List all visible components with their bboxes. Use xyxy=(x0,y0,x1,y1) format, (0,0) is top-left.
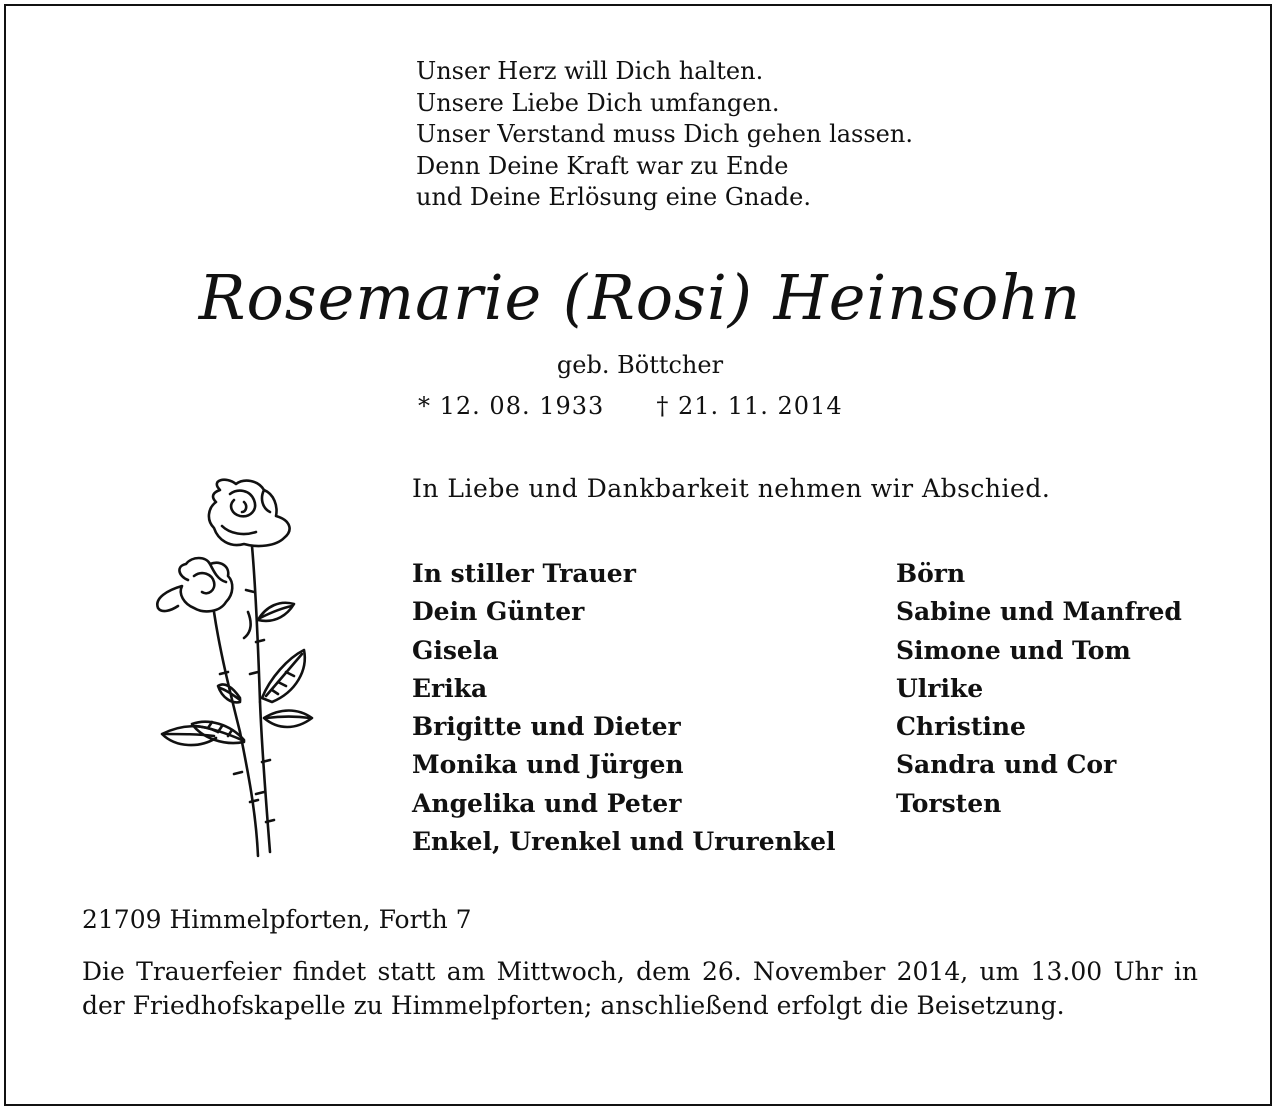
mourner-entry: Simone und Tom xyxy=(896,635,1131,665)
mourner-entry: Dein Günter xyxy=(412,597,585,627)
mourner-entry: Erika xyxy=(412,673,488,703)
mourner-entry: In stiller Trauer xyxy=(412,559,636,588)
poem-line: und Deine Erlösung eine Gnade. xyxy=(416,183,811,211)
mourner-entry: Monika und Jürgen xyxy=(412,750,684,780)
deceased-name: Rosemarie (Rosi) Heinsohn xyxy=(198,261,1082,334)
ceremony-notice: Die Trauerfeier findet statt am Mittwoch, dem 26. November 2014, um 13.00 Uhr in der Friedhofskapelle zu Himmelpforten; anschließend erfolgt die Beisetzung. xyxy=(82,957,1198,1020)
mourners-left xyxy=(412,555,836,861)
poem-line: Unser Herz will Dich halten. xyxy=(416,57,764,85)
mourner-entry: Börn xyxy=(896,559,966,588)
mourner-entry: Angelika und Peter xyxy=(412,788,682,818)
farewell-text: In Liebe und Dankbarkeit nehmen wir Abschied. xyxy=(412,474,1051,503)
address: 21709 Himmelpforten, Forth 7 xyxy=(82,905,472,934)
mourner-entry: Gisela xyxy=(412,635,499,665)
birth-date: * 12. 08. 1933 xyxy=(418,392,605,420)
maiden-name: geb. Böttcher xyxy=(556,351,724,379)
mourner-entry: Brigitte und Dieter xyxy=(412,712,681,742)
poem-line: Unsere Liebe Dich umfangen. xyxy=(416,88,780,117)
poem-line: Denn Deine Kraft war zu Ende xyxy=(416,151,789,180)
death-date: † 21. 11. 2014 xyxy=(656,392,843,420)
poem-line: Unser Verstand muss Dich gehen lassen. xyxy=(416,120,913,148)
mourner-entry: Sabine und Manfred xyxy=(896,597,1182,627)
mourner-entry: Sandra und Cor xyxy=(896,750,1117,780)
mourners-right xyxy=(896,555,1182,823)
poem xyxy=(416,56,913,214)
mourner-entry: Enkel, Urenkel und Ururenkel xyxy=(412,827,836,857)
mourner-entry: Torsten xyxy=(896,788,1002,818)
mourner-entry: Ulrike xyxy=(896,673,984,703)
rose-icon xyxy=(148,472,318,862)
mourner-entry: Christine xyxy=(896,712,1026,742)
life-dates xyxy=(418,391,843,421)
